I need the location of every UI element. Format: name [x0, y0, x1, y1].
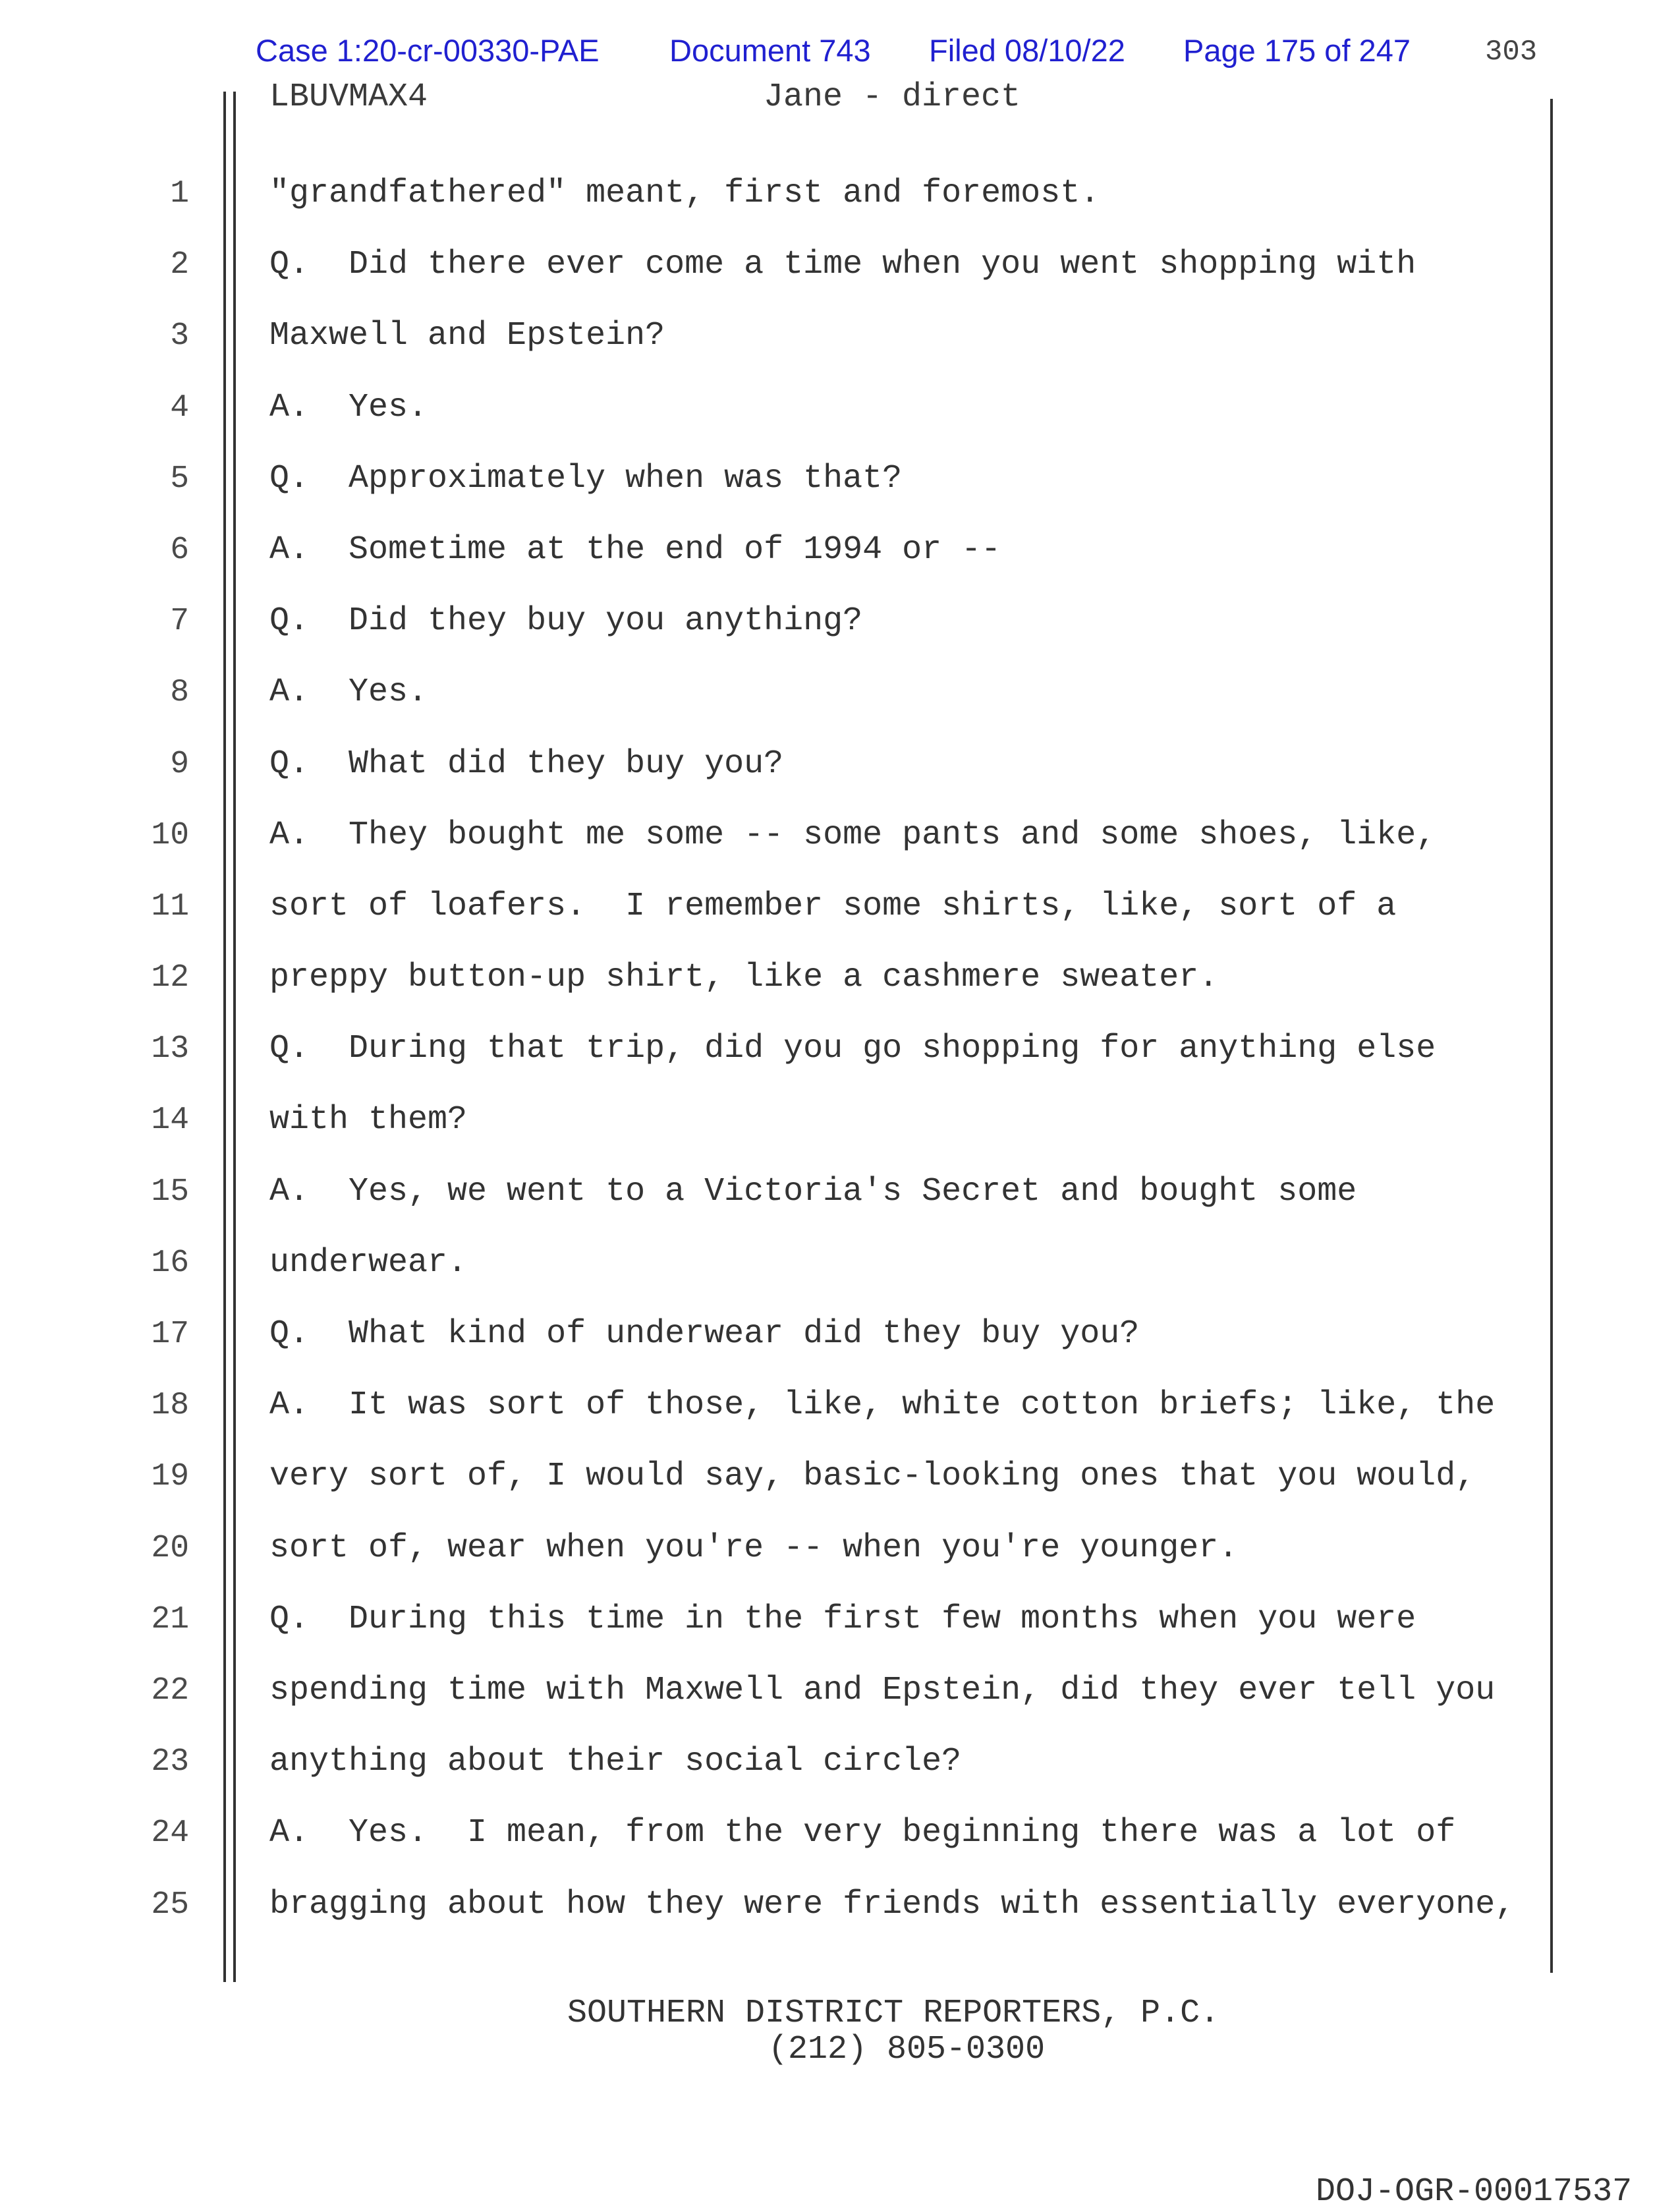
line-text: A. Yes. [269, 673, 428, 712]
transcript-line [0, 1441, 1680, 1512]
line-text: A. Yes, we went to a Victoria's Secret and bought some [269, 1172, 1357, 1210]
line-text: Q. Did there ever come a time when you went shopping with [269, 246, 1416, 284]
line-text: underwear. [269, 1243, 468, 1282]
line-number: 6 [170, 532, 189, 568]
filing-date: Filed 08/10/22 [929, 33, 1125, 68]
reporter-phone: (212) 805-0300 [768, 2031, 1046, 2068]
line-number: 18 [151, 1388, 189, 1424]
transcript-line [0, 1085, 1680, 1156]
transcript-line [0, 1156, 1680, 1228]
transcript-line [0, 942, 1680, 1013]
line-number: 1 [170, 176, 189, 212]
line-number: 21 [151, 1601, 189, 1637]
transcript-line [0, 1798, 1680, 1869]
transcript-line [0, 1869, 1680, 1941]
transcript-line [0, 1228, 1680, 1299]
line-number: 15 [151, 1174, 189, 1210]
line-text: A. Yes. [269, 388, 428, 426]
line-number: 22 [151, 1672, 189, 1709]
bates-number: DOJ-OGR-00017537 [1316, 2173, 1633, 2211]
transcript-line [0, 800, 1680, 871]
line-text: Q. What did they buy you? [269, 745, 784, 783]
running-header-code: LBUVMAX4 [269, 78, 428, 116]
line-text: A. Yes. I mean, from the very beginning there was a lot of [269, 1814, 1456, 1852]
line-text: A. They bought me some -- some pants and some shoes, like, [269, 816, 1436, 854]
line-number: 13 [151, 1031, 189, 1067]
transcript-page-number: 303 [1485, 36, 1538, 69]
line-number: 23 [151, 1744, 189, 1780]
transcript-line [0, 871, 1680, 942]
transcript-line [0, 1299, 1680, 1370]
line-number: 20 [151, 1530, 189, 1566]
transcript-line [0, 1726, 1680, 1798]
line-text: very sort of, I would say, basic-looking ones that you would, [269, 1458, 1476, 1496]
line-number: 25 [151, 1886, 189, 1923]
transcript-line [0, 1655, 1680, 1726]
line-text: Q. Did they buy you anything? [269, 602, 863, 640]
line-text: with them? [269, 1101, 468, 1139]
transcript-line [0, 729, 1680, 800]
transcript-line [0, 1370, 1680, 1441]
filing-page-count: Page 175 of 247 [1183, 33, 1411, 68]
line-text: bragging about how they were friends with essentially everyone, [269, 1885, 1515, 1923]
line-number: 11 [151, 888, 189, 924]
reporter-name: SOUTHERN DISTRICT REPORTERS, P.C. [567, 1995, 1220, 2032]
line-number: 24 [151, 1815, 189, 1852]
line-text: A. Sometime at the end of 1994 or -- [269, 530, 1001, 569]
line-text: anything about their social circle? [269, 1743, 962, 1781]
line-text: Q. During that trip, did you go shopping for anything else [269, 1030, 1436, 1068]
line-number: 4 [170, 389, 189, 426]
line-text: Q. During this time in the first few months when you were [269, 1600, 1416, 1638]
line-number: 17 [151, 1317, 189, 1352]
transcript-line [0, 443, 1680, 515]
line-text: spending time with Maxwell and Epstein, did they ever tell you [269, 1671, 1496, 1709]
transcript-line [0, 1013, 1680, 1085]
transcript-line [0, 229, 1680, 300]
transcript-line [0, 300, 1680, 372]
line-number: 10 [151, 817, 189, 853]
filing-case-number: Case 1:20-cr-00330-PAE [256, 33, 600, 68]
line-text: Q. Approximately when was that? [269, 459, 903, 497]
line-number: 19 [151, 1459, 189, 1495]
line-text: Maxwell and Epstein? [269, 317, 665, 355]
line-number: 3 [170, 318, 189, 354]
line-number: 16 [151, 1245, 189, 1281]
line-text: A. It was sort of those, like, white cotton briefs; like, the [269, 1386, 1496, 1425]
line-number: 2 [170, 247, 189, 283]
filing-document-number: Document 743 [669, 33, 871, 68]
transcript-line [0, 372, 1680, 443]
line-number: 5 [170, 461, 189, 497]
line-number: 7 [170, 604, 189, 640]
line-number: 8 [170, 675, 189, 711]
line-text: preppy button-up shirt, like a cashmere sweater. [269, 959, 1219, 997]
line-number: 14 [151, 1102, 189, 1139]
transcript-line [0, 586, 1680, 657]
transcript-line [0, 1584, 1680, 1655]
line-text: "grandfathered" meant, first and foremost. [269, 175, 1100, 212]
line-text: sort of loafers. I remember some shirts, like, sort of a [269, 887, 1397, 925]
transcript-line [0, 1513, 1680, 1584]
transcript-line [0, 515, 1680, 586]
transcript-line [0, 657, 1680, 728]
line-text: sort of, wear when you're -- when you're younger. [269, 1529, 1239, 1567]
line-number: 9 [170, 746, 189, 782]
transcript-body [0, 158, 1680, 1941]
line-text: Q. What kind of underwear did they buy you? [269, 1315, 1140, 1353]
line-number: 12 [151, 960, 189, 996]
running-header-witness: Jane - direct [764, 78, 1021, 116]
transcript-line [0, 158, 1680, 229]
